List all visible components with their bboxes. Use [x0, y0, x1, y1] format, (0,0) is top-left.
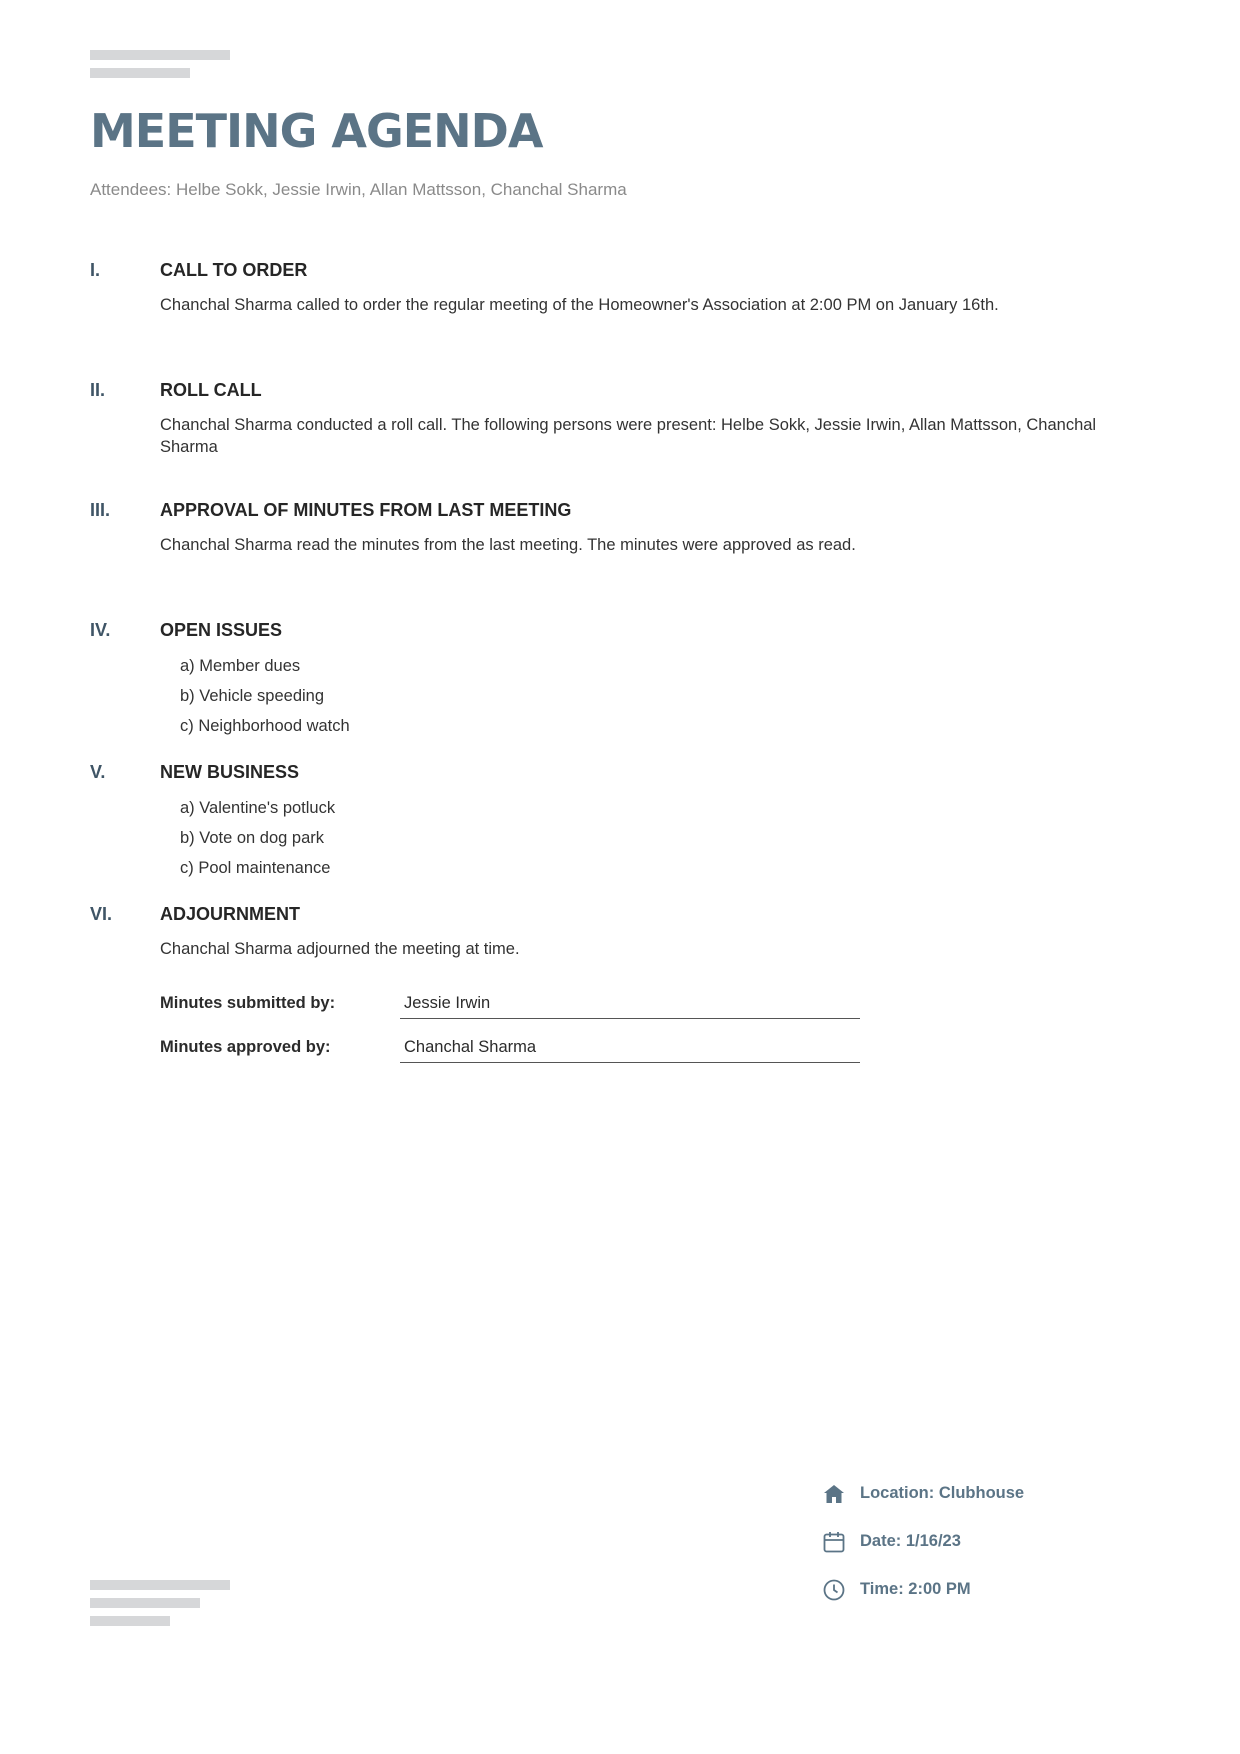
section-heading: ROLL CALL [160, 380, 262, 400]
list-item: b) Vehicle speeding [180, 687, 325, 705]
footer-bar [90, 1580, 230, 1590]
list-item: a) Member dues [180, 657, 301, 675]
section-text: Chanchal Sharma adjourned the meeting at time. [160, 940, 520, 958]
minutes-submitted-field[interactable] [400, 990, 860, 1019]
section-numeral: I. [90, 260, 101, 280]
logo-bar [90, 50, 230, 60]
section-heading: OPEN ISSUES [160, 620, 283, 640]
section-numeral: III. [90, 500, 111, 520]
minutes-approved-value: Chanchal Sharma [404, 1038, 537, 1056]
section-numeral: V. [90, 762, 106, 782]
page-title: MEETING AGENDA [90, 104, 543, 158]
list-item: b) Vote on dog park [180, 829, 325, 847]
section-numeral: II. [90, 380, 106, 400]
minutes-submitted-row [160, 990, 860, 1022]
minutes-submitted-value: Jessie Irwin [404, 994, 491, 1012]
time-info [822, 1578, 1122, 1608]
section-text: Chanchal Sharma called to order the regular meeting of the Homeowner's Association at 2:00 PM on January 16th. [160, 296, 999, 314]
location-label: Location: Clubhouse [860, 1484, 1025, 1502]
section-numeral: IV. [90, 620, 111, 640]
date-info [822, 1530, 1122, 1560]
section-text: Chanchal Sharma read the minutes from the last meeting. The minutes were approved as read. [160, 536, 856, 554]
list-item: c) Pool maintenance [180, 859, 331, 877]
date-label: Date: 1/16/23 [860, 1532, 961, 1550]
minutes-approved-label: Minutes approved by: [160, 1038, 331, 1056]
list-item: c) Neighborhood watch [180, 717, 350, 735]
open-issues-list [180, 656, 350, 746]
logo-bar [90, 68, 190, 78]
minutes-approved-field[interactable] [400, 1034, 860, 1063]
home-icon [822, 1482, 846, 1506]
attendees-line: Attendees: Helbe Sokk, Jessie Irwin, Allan Mattsson, Chanchal Sharma [90, 180, 627, 199]
time-label: Time: 2:00 PM [860, 1580, 971, 1598]
section-text: Chanchal Sharma conducted a roll call. The following persons were present: Helbe Sokk, Jessie Irwin, Allan Mattsson, Chanchal Sharma [160, 416, 1097, 456]
clock-icon [822, 1578, 846, 1602]
minutes-submitted-label: Minutes submitted by: [160, 994, 336, 1012]
section-heading: ADJOURNMENT [160, 904, 301, 924]
section-numeral: VI. [90, 904, 113, 924]
footer-bar [90, 1598, 200, 1608]
section-heading: APPROVAL OF MINUTES FROM LAST MEETING [160, 500, 572, 520]
calendar-icon [822, 1530, 846, 1554]
minutes-approved-row [160, 1034, 860, 1066]
new-business-list [180, 798, 335, 888]
section-heading: CALL TO ORDER [160, 260, 308, 280]
footer-placeholder [90, 1580, 230, 1634]
logo-placeholder [90, 50, 230, 86]
footer-bar [90, 1616, 170, 1626]
location-info [822, 1482, 1122, 1512]
section-heading: NEW BUSINESS [160, 762, 300, 782]
list-item: a) Valentine's potluck [180, 799, 336, 817]
